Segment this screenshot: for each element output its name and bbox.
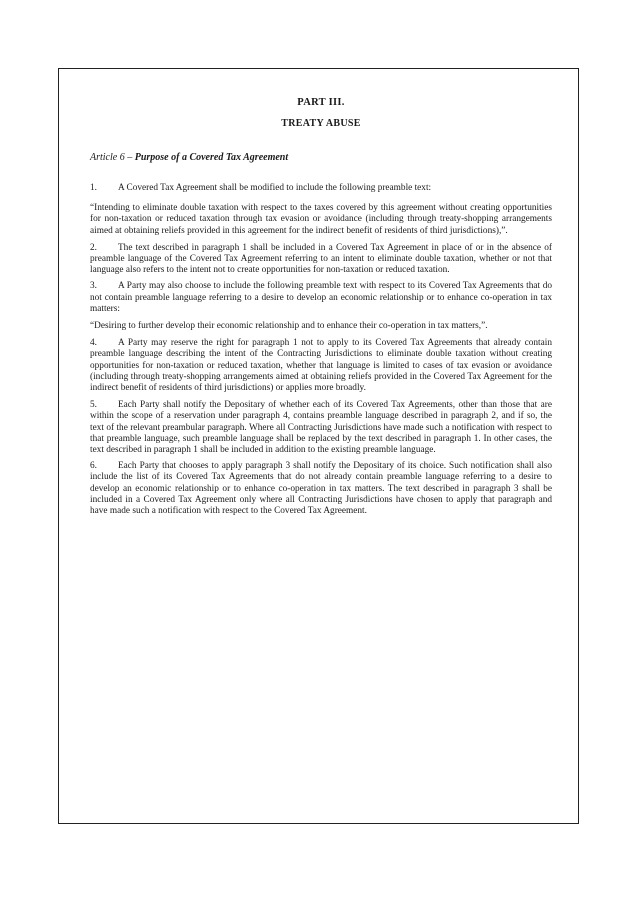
preamble-quote-1 <box>90 203 552 237</box>
paragraph-1 <box>90 183 552 194</box>
paragraph-text: Each Party shall notify the Depositary of whether each of its Covered Tax Agreements, other than those that are within the scope of a reservation under paragraph 4, contains preamble language described in paragraph 2, and if so, the text of the relevant preambular paragraph. Where all Contracting Jurisdictions have made such a notification with respect to that preamble language, such preamble language shall be replaced by the text described in paragraph 1. In other cases, the text described in paragraph 1 shall be included in addition to the existing preamble language. <box>90 400 552 456</box>
paragraph-number: 2. <box>90 242 97 253</box>
paragraph-4 <box>90 338 552 394</box>
article-heading <box>90 151 552 164</box>
paragraph-2 <box>90 243 552 277</box>
paragraph-6 <box>90 461 552 517</box>
paragraph-text: A Party may reserve the right for paragraph 1 not to apply to its Covered Tax Agreements that already contain preamble language describing the intent of the Contracting Jurisdictions to eliminate double taxation without creating opportunities for non-taxation or reduced taxation, whether that language is limited to cases of tax evasion or avoidance (including through treaty-shopping arrangements aimed at obtaining reliefs provided in the Covered Tax Agreement for the indirect benefit of residents of third jurisdictions) or applies more broadly. <box>90 338 552 394</box>
paragraph-number: 4. <box>90 338 97 349</box>
paragraph-number: 6. <box>90 461 97 472</box>
article-number: Article 6 – <box>90 152 135 163</box>
document-content <box>90 96 552 517</box>
part-title: PART III. <box>297 97 345 108</box>
article-title: Purpose of a Covered Tax Agreement <box>134 152 289 163</box>
paragraph-text: A Party may also choose to include the following preamble text with respect to its Covered Tax Agreements that do not contain preamble language referring to a desire to develop an economic relationship or to enhance co-operation in tax matters: <box>90 281 552 314</box>
part-subtitle: TREATY ABUSE <box>281 118 361 129</box>
paragraph-number: 5. <box>90 400 97 411</box>
quote-text: “Intending to eliminate double taxation with respect to the taxes covered by this agreement without creating opportunities for non-taxation or reduced taxation through tax evasion or avoidance (including through treaty-shopping arrangements aimed at obtaining reliefs provided in this agreement for the indirect benefit of residents of third jurisdictions),”. <box>90 203 552 236</box>
paragraph-text: A Covered Tax Agreement shall be modified to include the following preamble text: <box>118 183 432 193</box>
paragraph-number: 3. <box>90 281 97 292</box>
paragraph-text: Each Party that chooses to apply paragraph 3 shall notify the Depositary of its choice. Such notification shall also include the list of its Covered Tax Agreements that do not already contain preamble language referring to a desire to develop an economic relationship or to enhance co-operation in tax matters. The text described in paragraph 3 shall be included in a Covered Tax Agreement only where all Contracting Jurisdictions have chosen to apply that paragraph and have made such a notification with respect to the Covered Tax Agreement. <box>90 461 552 517</box>
quote-text: “Desiring to further develop their economic relationship and to enhance their co-operation in tax matters,”. <box>90 321 488 332</box>
paragraph-3 <box>90 281 552 315</box>
preamble-quote-2 <box>90 321 552 332</box>
paragraph-5 <box>90 400 552 456</box>
paragraph-text: The text described in paragraph 1 shall be included in a Covered Tax Agreement in place of or in the absence of preamble language of the Covered Tax Agreement referring to an intent to eliminate double taxation, whether or not that language also refers to the intent not to create opportunities for non-taxation or reduced taxation. <box>90 242 552 276</box>
paragraph-number: 1. <box>90 183 97 193</box>
